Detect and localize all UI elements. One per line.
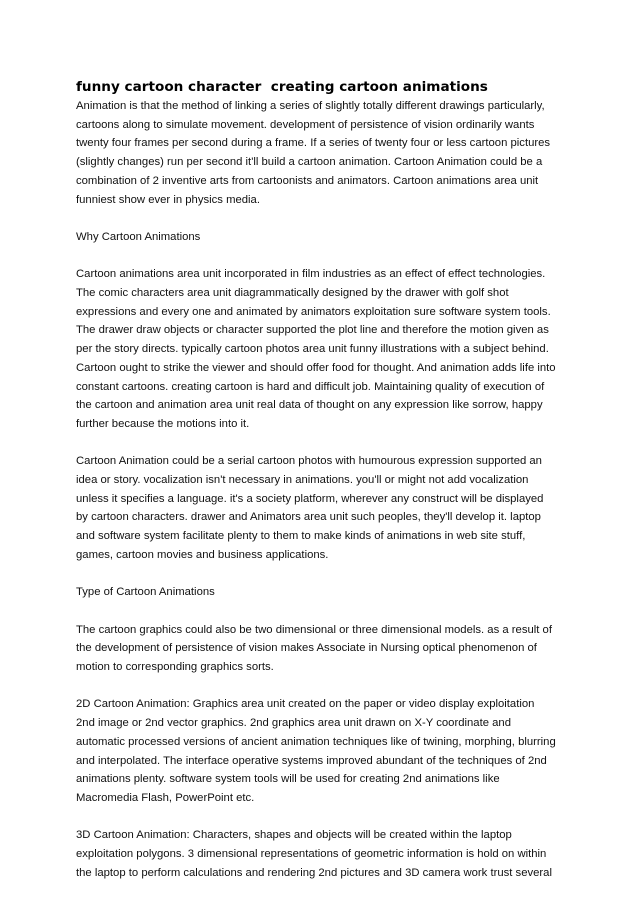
text-line: the laptop to perform calculations and rendering 2nd pictures and 3D camera work trust several bbox=[76, 866, 552, 879]
text-line: Animation is that the method of linking a series of slightly totally different drawings particularly, bbox=[76, 100, 545, 112]
text-line: games, cartoon movies and business applications. bbox=[76, 548, 329, 561]
text-line: (slightly changes) run per second it'll build a cartoon animation. Cartoon Animation could be a bbox=[76, 156, 543, 169]
document-page bbox=[76, 78, 566, 901]
text-line: the development of persistence of vision makes Associate in Nursing optical phenomenon of bbox=[76, 642, 537, 655]
text-line: motion to corresponding graphics sorts. bbox=[76, 661, 274, 674]
text-line: The cartoon graphics could also be two dimensional or three dimensional models. as a result of bbox=[76, 623, 552, 636]
text-line: and software system facilitate plenty to them to make kinds of animations in web site stuff, bbox=[76, 530, 526, 543]
paragraph-3d-animation bbox=[76, 826, 566, 882]
text-line: twenty four frames per second during a frame. If a series of twenty four or less cartoon pictures bbox=[76, 137, 551, 150]
text-line: Macromedia Flash, PowerPoint etc. bbox=[76, 791, 255, 804]
text-line: the cartoon and animation area unit real data of thought on any expression like sorrow, happy bbox=[76, 399, 543, 412]
text-line: funniest show ever in physics media. bbox=[76, 193, 260, 206]
text-line: further because the motions into it. bbox=[76, 417, 250, 430]
text-line: Cartoon ought to strike the viewer and should offer food for thought. And animation adds life into bbox=[76, 361, 556, 374]
text-line: 2D Cartoon Animation: Graphics area unit created on the paper or video display exploitation bbox=[76, 698, 535, 711]
text-line: 3D Cartoon Animation: Characters, shapes and objects will be created within the laptop bbox=[76, 829, 512, 842]
text-line: animations plenty. software system tools will be used for creating 2nd animations like bbox=[76, 773, 500, 786]
text-line: Cartoon Animation could be a serial cartoon photos with humourous expression supported an bbox=[76, 455, 542, 468]
text-line: combination of 2 inventive arts from cartoonists and animators. Cartoon animations area unit bbox=[76, 174, 539, 187]
section-heading-text: Type of Cartoon Animations bbox=[76, 586, 215, 599]
paragraph-2d-animation bbox=[76, 695, 566, 807]
text-line: per the story directs. typically cartoon photos area unit funny illustrations with a subject behind. bbox=[76, 343, 549, 356]
text-line: expressions and every one and animated by animators exploitation sure software system tools. bbox=[76, 305, 551, 318]
text-line: The comic characters area unit diagrammatically designed by the drawer with golf shot bbox=[76, 287, 509, 299]
text-line: cartoons along to simulate movement. development of persistence of vision ordinarily wants bbox=[76, 118, 535, 131]
section-heading-text: Why Cartoon Animations bbox=[76, 230, 201, 243]
text-line: constant cartoons. creating cartoon is hard and difficult job. Maintaining quality of execution of bbox=[76, 380, 545, 393]
text-line: The drawer draw objects or character supported the plot line and therefore the motion given as bbox=[76, 324, 549, 337]
paragraph-intro bbox=[76, 97, 566, 209]
section-heading-types bbox=[76, 583, 566, 602]
text-line: unless it specifies a language. it's a society platform, wherever any construct will be displayed bbox=[76, 492, 544, 505]
text-line: and interpolated. The interface operative systems improved abundant of the techniques of 2nd bbox=[76, 754, 547, 767]
text-line: automatic processed versions of ancient animation techniques like of twining, morphing, blurring bbox=[76, 735, 556, 748]
text-line: by cartoon characters. drawer and Animators area unit such peoples, they'll develop it. laptop bbox=[76, 511, 541, 524]
text-line: Cartoon animations area unit incorporated in film industries as an effect of effect technologies. bbox=[76, 268, 546, 281]
text-line: idea or story. vocalization isn't necessary in animations. you'll or might not add vocalization bbox=[76, 474, 529, 487]
text-line: 2nd image or 2nd vector graphics. 2nd graphics area unit drawn on X-Y coordinate and bbox=[76, 717, 511, 730]
paragraph-dimensional-models bbox=[76, 621, 566, 677]
paragraph-film-industries bbox=[76, 265, 566, 433]
paragraph-serial-photos bbox=[76, 452, 566, 564]
document-title: funny cartoon character creating cartoon animations bbox=[76, 79, 488, 95]
text-line: exploitation polygons. 3 dimensional representations of geometric information is hold on within bbox=[76, 848, 547, 861]
section-heading-why bbox=[76, 228, 566, 247]
